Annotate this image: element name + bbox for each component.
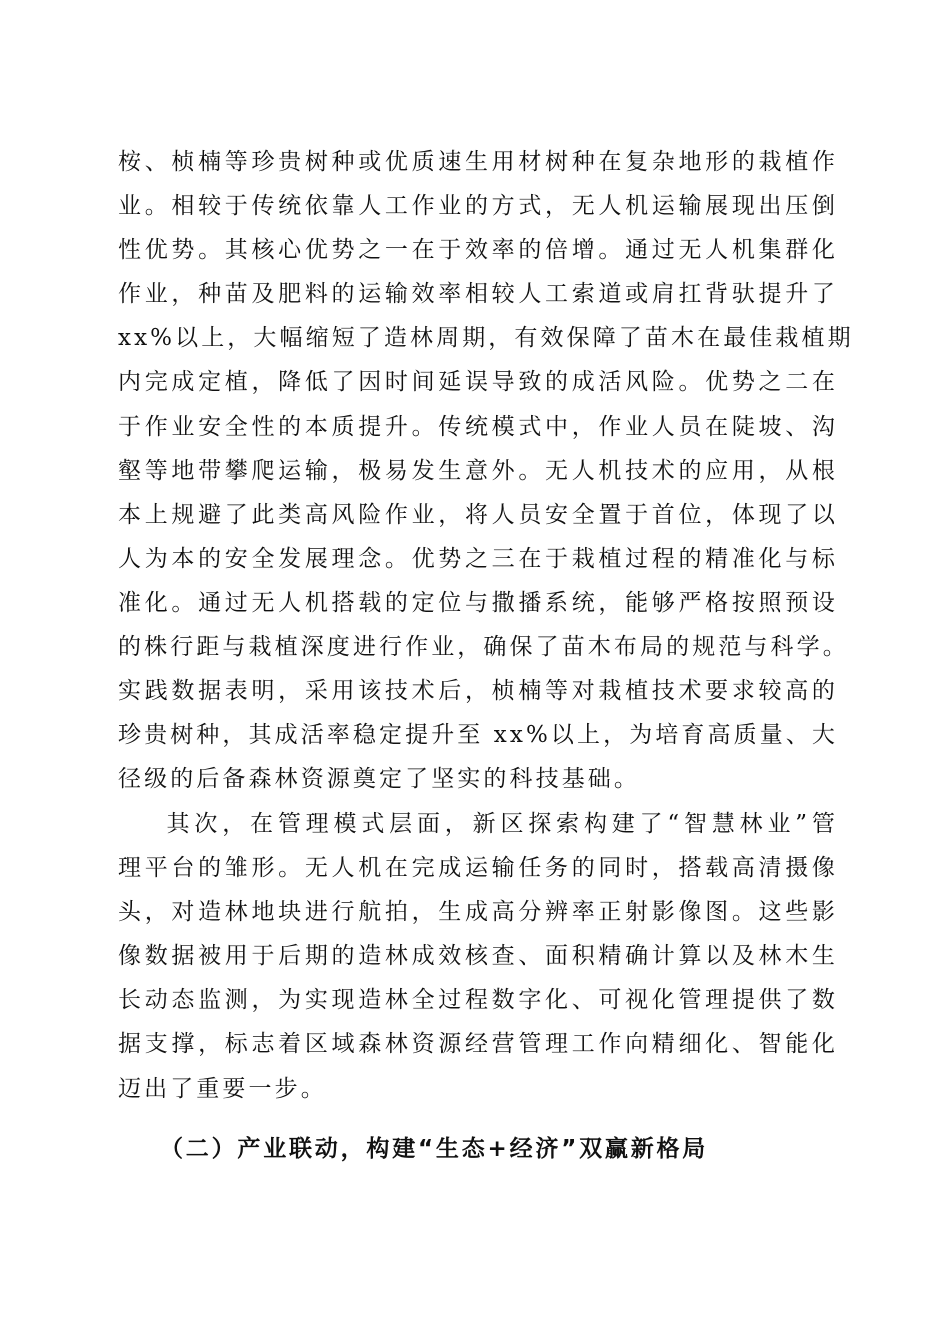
paragraph-line: 准化。通过无人机搭载的定位与撒播系统，能够严格按照预设 [118,589,838,616]
paragraph-line: 本上规避了此类高风险作业，将人员安全置于首位，体现了以 [118,501,838,528]
paragraph-line: 人为本的安全发展理念。优势之三在于栽植过程的精准化与标 [118,545,838,572]
paragraph-line: 桉、桢楠等珍贵树种或优质速生用材树种在复杂地形的栽植作 [118,149,838,175]
paragraph-line: 像数据被用于后期的造林成效核查、面积精确计算以及林木生 [118,943,838,970]
paragraph-line: 珍贵树种，其成活率稳定提升至 xx%以上，为培育高质量、大 [118,722,839,749]
paragraph-line: 径级的后备森林资源奠定了坚实的科技基础。 [118,766,640,793]
paragraph-line: 实践数据表明，采用该技术后，桢楠等对栽植技术要求较高的 [118,678,838,705]
paragraph-line: 于作业安全性的本质提升。传统模式中，作业人员在陡坡、沟 [118,413,838,440]
paragraph-line: 迈出了重要一步。 [118,1075,327,1102]
paragraph-line: 的株行距与栽植深度进行作业，确保了苗木布局的规范与科学。 [118,634,849,661]
section-heading: （二）产业联动，构建“生态+经济”双赢新格局 [160,1136,709,1162]
paragraph-1 [118,140,854,801]
paragraph-line: 其次，在管理模式层面，新区探索构建了“智慧林业”管 [118,811,838,837]
paragraph-line: 业。相较于传统依靠人工作业的方式，无人机运输展现出压倒 [118,193,838,220]
paragraph-line: 据支撑，标志着区域森林资源经营管理工作向精细化、智能化 [118,1031,838,1058]
paragraph-line: 作业，种苗及肥料的运输效率相较人工索道或肩扛背驮提升了 [118,281,838,308]
paragraph-2 [118,802,838,1111]
paragraph-line: 壑等地带攀爬运输，极易发生意外。无人机技术的应用，从根 [118,457,838,484]
paragraph-line: 长动态监测，为实现造林全过程数字化、可视化管理提供了数 [118,987,838,1014]
paragraph-line: 内完成定植，降低了因时间延误导致的成活风险。优势之二在 [118,369,838,396]
paragraph-line: 理平台的雏形。无人机在完成运输任务的同时，搭载高清摄像 [118,855,838,882]
paragraph-line: 头，对造林地块进行航拍，生成高分辨率正射影像图。这些影 [118,899,838,926]
paragraph-line: xx%以上，大幅缩短了造林周期，有效保障了苗木在最佳栽植期 [118,325,854,352]
paragraph-line: 性优势。其核心优势之一在于效率的倍增。通过无人机集群化 [118,237,838,264]
